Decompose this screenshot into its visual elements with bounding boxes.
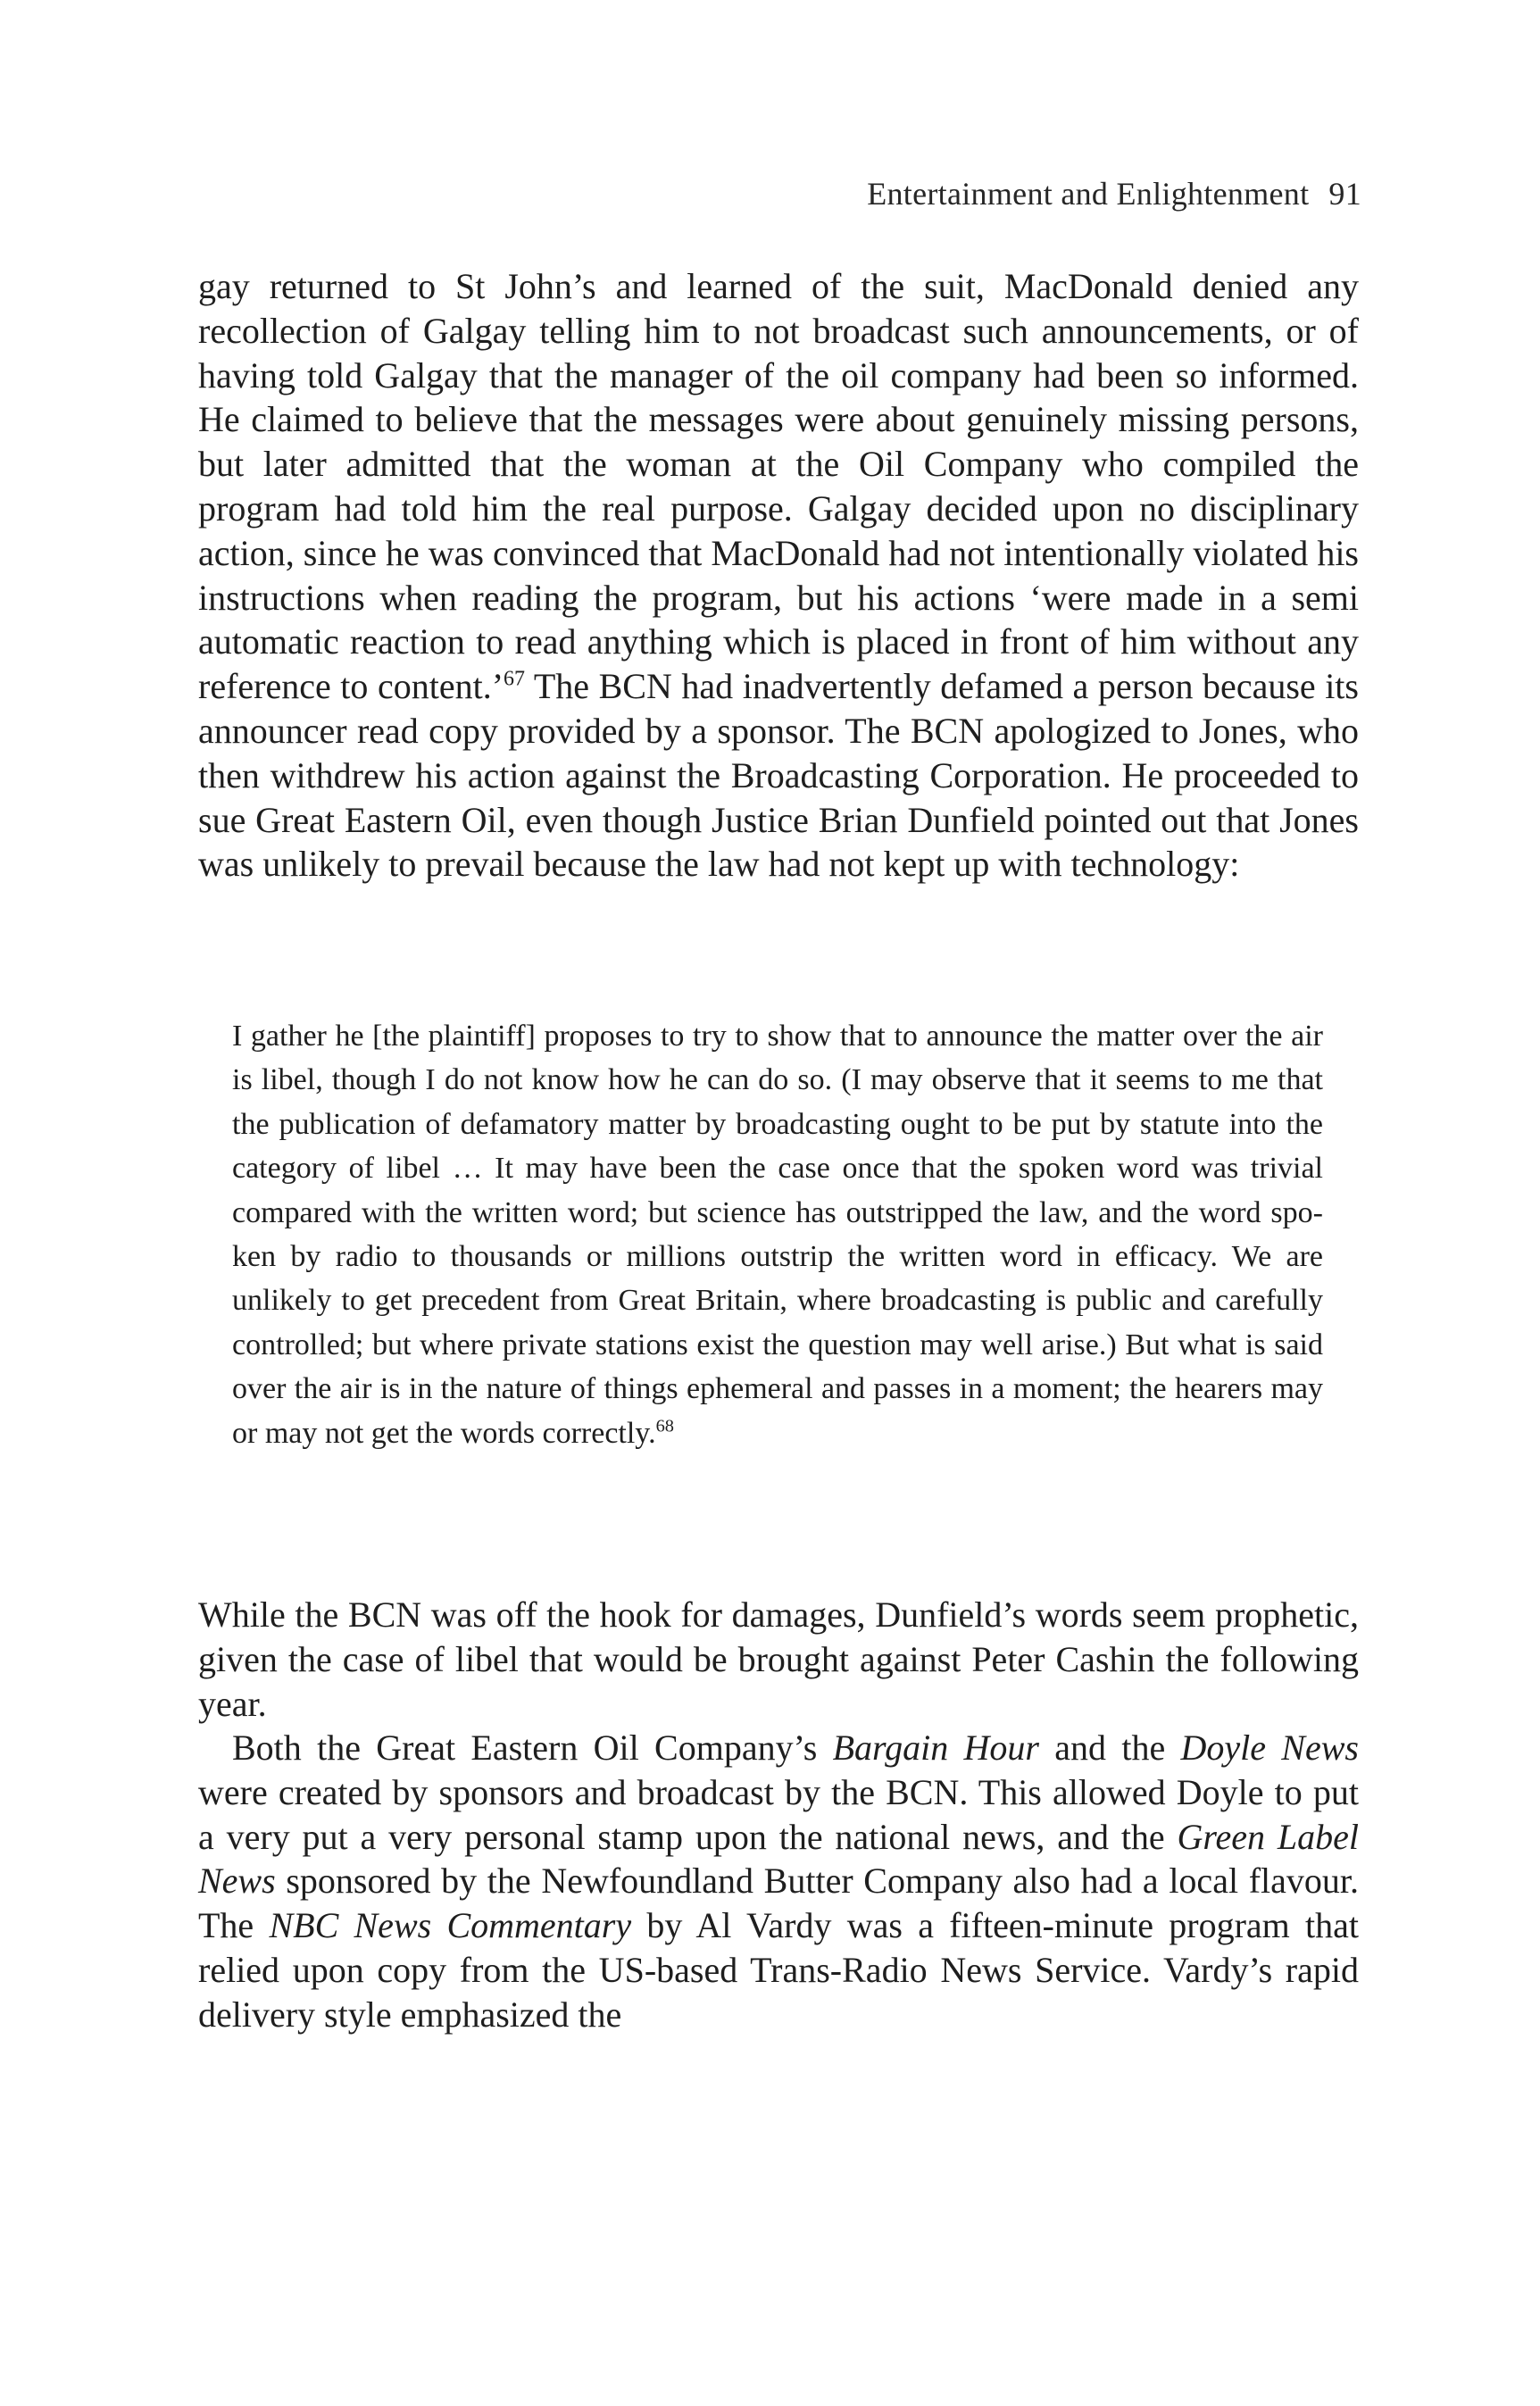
paragraph-3-text-1: Both the Great Eastern Oil Company’s [232,1727,833,1768]
paragraph-3-text-4: sponsored by the Newfoundland Butter Company also had a local flavour. The [198,1861,1359,1946]
title-nbc-news-commentary: NBC News Commentary [269,1905,632,1946]
running-title: Entertainment and Enlightenment [867,176,1310,212]
paragraph-3-text-5: by Al Vardy was a fifteen-minute program that relied upon copy from the US-based Trans-Radio News Service. Vardy’s rapid delivery style emphasized the [198,1905,1359,2035]
paragraph-2-text: While the BCN was off the hook for damages, Dunfield’s words seem prophetic, given the case of libel that would be brought against Peter Cashin the following year. [198,1594,1359,1724]
footnote-ref-67: 67 [504,667,526,691]
paragraph-3-text-2: and the [1038,1727,1181,1768]
title-green-label-news: Green Label News [198,1816,1359,1902]
paragraph-1-text-a: gay returned to St John’s and learned of the suit, MacDonald denied any recollection of Galgay telling him to not broadcast such announcements, or of having told Galgay that the manager of the oil company had been so informed. He claimed to believe that the messages were about genuinely missing persons, but later admitted that the woman at the Oil Company who compiled the program had told him the real purpose. Galgay decided upon no disciplinary action, since he was convinced that MacDonald had not intentionally violated his instructions when reading the program, but his actions ‘were made in a semi automatic reaction to read anything which is placed in front of him without any reference to content.’ [198,266,1359,707]
title-bargain-hour: Bargain Hour [832,1727,1039,1768]
block-quote-text: I gather he [the plaintiff] proposes to try to show that to announce the matter over the air is libel, though I do not know how he can do so. (I may observe that it seems to me that the publication of defamatory matter by broadcasting ought to be put by statute into the category of libel … It may have been the case once that the spoken word was trivial compared with the written word; but science has outstripped the law, and the word spoken by radio to thousands or millions outstrip the written word in efficacy. We are unlikely to get precedent from Great Britain, where broadcasting is public and carefully controlled; but where private stations exist the question may well arise.) But what is said over the air is in the nature of things ephemeral and passes in a moment; the hearers may or may not get the words correctly. [232,1020,1323,1450]
paragraph-2 [198,1593,1359,1726]
paragraph-1-text-b: The BCN had inadvertently defamed a person because its announcer read copy provided by a sponsor. The BCN apologized to Jones, who then withdrew his action against the Broadcasting Corporation. He proceeded to sue Great Eastern Oil, even though Justice Brian Dunfield pointed out that Jones was unlikely to prevail because the law had not kept up with technology: [198,666,1359,885]
paragraph-3-text-3: were created by sponsors and broadcast by the BCN. This allowed Doyle to put a very put a very personal stamp upon the national news, and the [198,1771,1359,1857]
title-doyle-news: Doyle News [1180,1727,1359,1768]
running-header [867,175,1361,212]
footnote-ref-68: 68 [655,1416,674,1436]
paragraph-1 [198,264,1359,887]
paragraph-3 [198,1726,1359,2037]
block-quote [232,1014,1323,1455]
page-number: 91 [1328,176,1361,212]
